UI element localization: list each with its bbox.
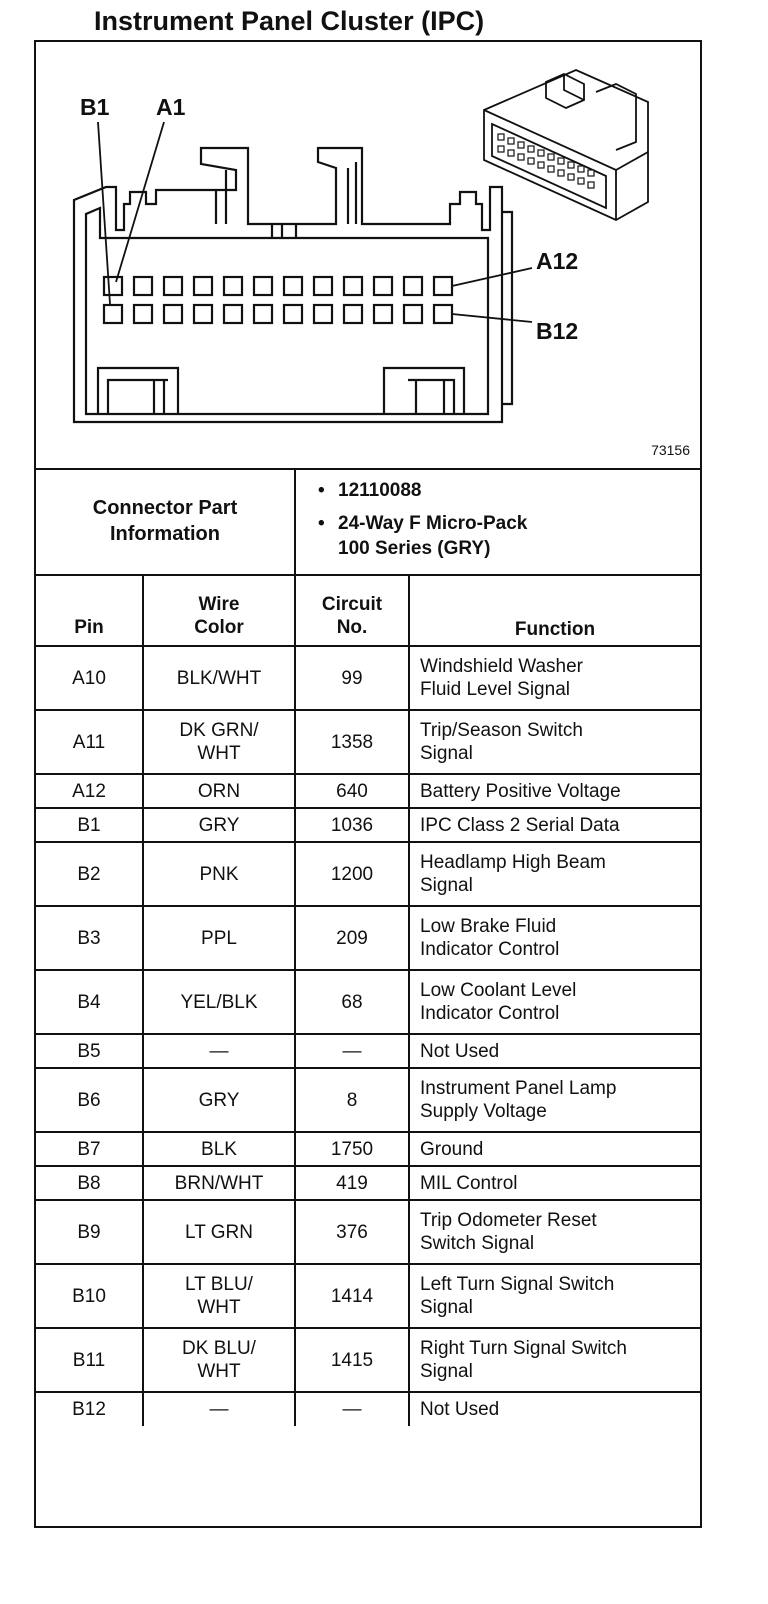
circuit-cell-text: 640	[336, 780, 368, 802]
table-row	[36, 1264, 700, 1328]
pin-cell-text: B11	[72, 1349, 106, 1371]
function-cell	[409, 970, 700, 1034]
wire-color-cell	[143, 842, 295, 906]
function-cell-text: Not Used	[420, 1399, 500, 1420]
pin-cell	[36, 1068, 143, 1132]
figure-reference-number: 73156	[651, 442, 690, 458]
function-cell	[409, 1068, 700, 1132]
wire-color-cell-text: GRY	[198, 1089, 240, 1111]
pin-cell	[36, 808, 143, 842]
wire-color-cell	[143, 1034, 295, 1068]
circuit-cell-text: 1414	[330, 1285, 374, 1307]
pin-cell-text: A12	[72, 780, 106, 802]
function-cell	[409, 1264, 700, 1328]
function-cell	[409, 808, 700, 842]
function-cell-text: Battery Positive Voltage	[420, 780, 621, 802]
pin-label-b1: B1	[80, 94, 110, 120]
table-header-row	[36, 574, 700, 646]
circuit-cell	[295, 1200, 409, 1264]
circuit-cell-text: 1036	[330, 814, 374, 836]
pin-cell	[36, 970, 143, 1034]
table-row	[36, 1200, 700, 1264]
wire-color-cell	[143, 1200, 295, 1264]
table-row	[36, 842, 700, 906]
wire-color-cell	[143, 1166, 295, 1200]
pin-label-a1: A1	[156, 94, 186, 120]
pin-cell	[36, 1132, 143, 1166]
pin-label-a12: A12	[536, 248, 579, 274]
wire-color-cell-text: WHT	[197, 1297, 241, 1318]
pin-cell-text: B2	[77, 863, 101, 885]
wire-color-cell	[143, 710, 295, 774]
function-cell-text: Not Used	[420, 1040, 500, 1062]
table-row	[36, 808, 700, 842]
header-function: Function	[409, 574, 700, 646]
circuit-cell-text: 1200	[330, 863, 374, 885]
circuit-cell-text: 209	[336, 927, 368, 949]
circuit-cell	[295, 842, 409, 906]
pin-label-b12: B12	[536, 318, 579, 344]
circuit-cell-text: 99	[341, 667, 363, 689]
table-row	[36, 970, 700, 1034]
circuit-cell	[295, 1132, 409, 1166]
table-row	[36, 646, 700, 710]
connector-sheet	[34, 40, 702, 1528]
connector-description-line1: 24-Way F Micro-Pack	[338, 513, 528, 534]
function-cell-text: Signal	[420, 1361, 473, 1382]
wire-color-cell-text: YEL/BLK	[180, 991, 258, 1013]
pin-cell-text: A11	[72, 731, 106, 753]
pin-table	[36, 574, 700, 1426]
connector-diagram	[36, 42, 700, 470]
pin-cell-text: B1	[77, 814, 101, 836]
table-row	[36, 1328, 700, 1392]
connector-part-information	[36, 468, 700, 576]
wire-color-cell-text: —	[209, 1040, 229, 1062]
circuit-cell	[295, 710, 409, 774]
pin-cell	[36, 1328, 143, 1392]
wire-color-cell-text: BLK	[201, 1138, 237, 1160]
header-wire-color: Wire Color	[143, 574, 295, 646]
wire-color-cell	[143, 1068, 295, 1132]
wire-color-cell	[143, 906, 295, 970]
connector-description	[308, 511, 527, 561]
pin-cell	[36, 710, 143, 774]
wire-color-cell-text: PPL	[201, 927, 237, 949]
function-cell	[409, 774, 700, 808]
wire-color-cell	[143, 774, 295, 808]
function-cell	[409, 1132, 700, 1166]
pin-cell-text: B5	[77, 1040, 101, 1062]
circuit-cell	[295, 1328, 409, 1392]
circuit-cell	[295, 1392, 409, 1426]
pin-cell	[36, 774, 143, 808]
circuit-cell	[295, 646, 409, 710]
part-number: • 12110088	[308, 478, 527, 503]
function-cell-text: Signal	[420, 743, 473, 764]
circuit-cell	[295, 1166, 409, 1200]
pin-cell-text: A10	[72, 667, 106, 689]
pin-cell-text: B6	[77, 1089, 101, 1111]
function-cell	[409, 1034, 700, 1068]
function-cell-text: Fluid Level Signal	[420, 679, 570, 700]
header-circuit-no: Circuit No.	[295, 574, 409, 646]
table-row	[36, 906, 700, 970]
pin-cell	[36, 646, 143, 710]
table-row	[36, 1132, 700, 1166]
wire-color-cell-text: —	[209, 1399, 229, 1420]
circuit-cell-text: 1415	[330, 1349, 374, 1371]
function-cell	[409, 710, 700, 774]
circuit-cell-text: 376	[336, 1221, 368, 1243]
function-cell	[409, 1166, 700, 1200]
function-cell-text: Trip Odometer Reset	[420, 1210, 597, 1231]
function-cell-text: Windshield Washer	[420, 656, 583, 677]
pin-cell-text: B7	[77, 1138, 101, 1160]
table-row	[36, 774, 700, 808]
circuit-cell	[295, 1068, 409, 1132]
pin-cell-text: B9	[77, 1221, 101, 1243]
pin-cell	[36, 1034, 143, 1068]
connector-info-label-line2: Information	[110, 523, 220, 545]
function-cell	[409, 1328, 700, 1392]
function-cell-text: Signal	[420, 1297, 473, 1318]
wire-color-cell-text: WHT	[197, 1361, 241, 1382]
wire-color-cell-text: LT GRN	[185, 1221, 253, 1243]
function-cell-text: Trip/Season Switch	[420, 720, 583, 741]
function-cell	[409, 1392, 700, 1426]
pin-cell	[36, 906, 143, 970]
circuit-cell-text: —	[342, 1040, 362, 1062]
circuit-cell	[295, 1264, 409, 1328]
pin-cell	[36, 842, 143, 906]
table-row	[36, 1068, 700, 1132]
connector-drawing	[36, 42, 700, 468]
circuit-cell	[295, 808, 409, 842]
function-cell-text: Ground	[420, 1138, 484, 1160]
wire-color-cell-text: DK BLU/	[182, 1338, 256, 1359]
connector-info-label	[36, 468, 296, 574]
wire-color-cell-text: GRY	[198, 814, 240, 836]
function-cell-text: Switch Signal	[420, 1233, 535, 1254]
function-cell-text: Indicator Control	[420, 1003, 560, 1024]
function-cell-text: IPC Class 2 Serial Data	[420, 814, 620, 836]
wire-color-cell	[143, 1328, 295, 1392]
function-cell	[409, 1200, 700, 1264]
wire-color-cell-text: WHT	[197, 743, 241, 764]
circuit-cell	[295, 774, 409, 808]
wire-color-cell-text: BRN/WHT	[174, 1172, 264, 1194]
circuit-cell	[295, 1034, 409, 1068]
pin-cell	[36, 1264, 143, 1328]
function-cell-text: Low Coolant Level	[420, 980, 577, 1001]
circuit-cell-text: 68	[341, 991, 363, 1013]
table-row	[36, 1034, 700, 1068]
wire-color-cell	[143, 808, 295, 842]
function-cell-text: Headlamp High Beam	[420, 852, 606, 873]
table-row	[36, 1166, 700, 1200]
pin-cell-text: B4	[77, 991, 101, 1013]
pin-cell-text: B10	[72, 1285, 106, 1307]
connector-description-line2: 100 Series (GRY)	[338, 538, 491, 559]
function-cell-text: MIL Control	[420, 1172, 518, 1194]
circuit-cell-text: —	[342, 1399, 362, 1420]
pin-cell-text: B12	[72, 1399, 106, 1420]
function-cell-text: Left Turn Signal Switch	[420, 1274, 615, 1295]
function-cell-text: Indicator Control	[420, 939, 560, 960]
pin-cell	[36, 1200, 143, 1264]
circuit-cell	[295, 906, 409, 970]
pin-cell	[36, 1392, 143, 1426]
wire-color-cell-text: ORN	[197, 780, 241, 802]
circuit-cell	[295, 970, 409, 1034]
circuit-cell-text: 1358	[330, 731, 374, 753]
connector-info-label-line1: Connector Part	[92, 497, 238, 519]
wire-color-cell	[143, 1132, 295, 1166]
page-title: Instrument Panel Cluster (IPC)	[94, 6, 485, 36]
function-cell-text: Signal	[420, 875, 473, 896]
function-cell	[409, 842, 700, 906]
header-pin: Pin	[36, 574, 143, 646]
pin-cell	[36, 1166, 143, 1200]
wire-color-cell	[143, 1264, 295, 1328]
table-row	[36, 1392, 700, 1426]
wire-color-cell-text: DK GRN/	[179, 720, 259, 741]
wire-color-cell	[143, 646, 295, 710]
function-cell-text: Right Turn Signal Switch	[420, 1338, 627, 1359]
function-cell	[409, 646, 700, 710]
function-cell-text: Low Brake Fluid	[420, 916, 557, 937]
pin-cell-text: B3	[77, 927, 101, 949]
function-cell	[409, 906, 700, 970]
circuit-cell-text: 419	[336, 1172, 368, 1194]
wire-color-cell-text: LT BLU/	[185, 1274, 253, 1295]
pin-cell-text: B8	[77, 1172, 101, 1194]
circuit-cell-text: 8	[346, 1089, 358, 1111]
wire-color-cell	[143, 1392, 295, 1426]
connector-info-values	[308, 478, 527, 561]
circuit-cell-text: 1750	[330, 1138, 374, 1160]
table-row	[36, 710, 700, 774]
function-cell-text: Instrument Panel Lamp	[420, 1078, 617, 1099]
wire-color-cell	[143, 970, 295, 1034]
function-cell-text: Supply Voltage	[420, 1101, 547, 1122]
wire-color-cell-text: BLK/WHT	[176, 667, 262, 689]
wire-color-cell-text: PNK	[199, 863, 239, 885]
